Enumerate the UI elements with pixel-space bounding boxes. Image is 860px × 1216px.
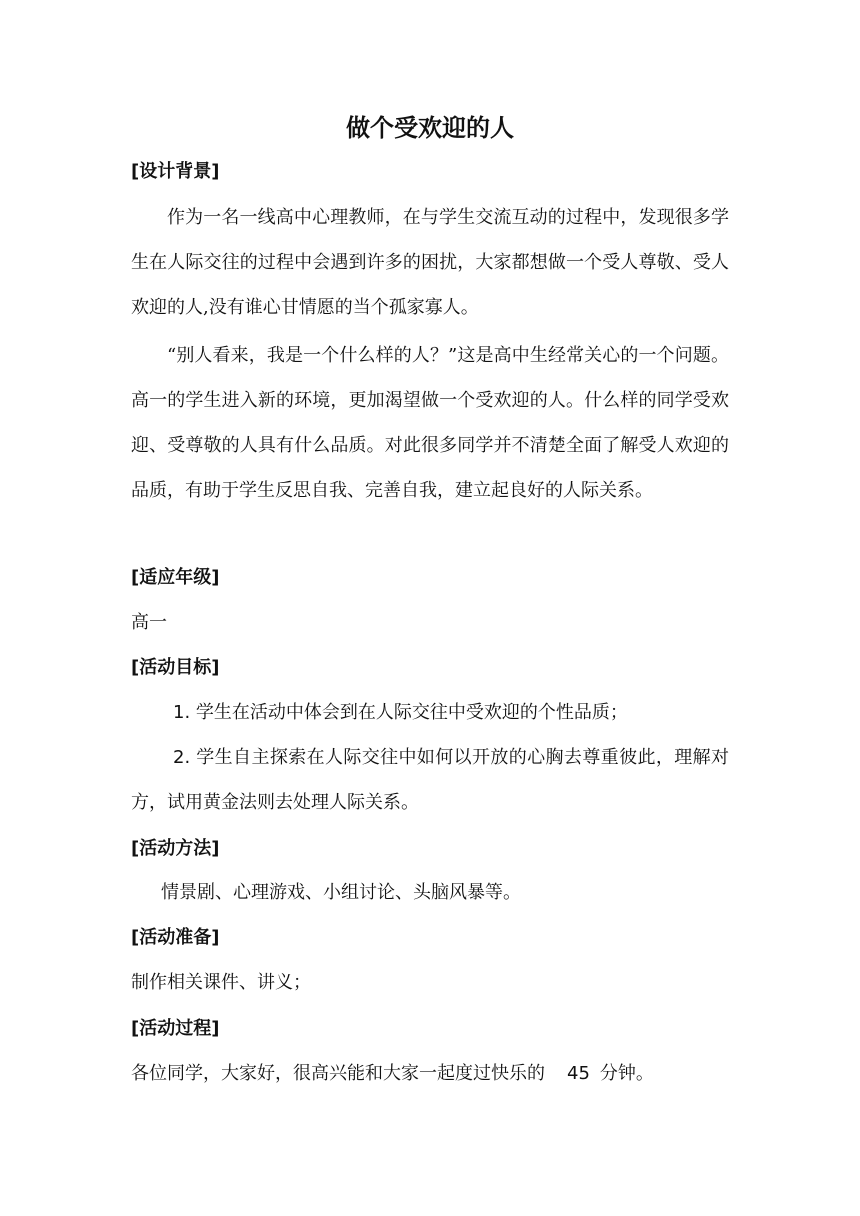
process-text [131, 1051, 729, 1096]
goal-item-2-text: 学生自主探索在人际交往中如何以开放的心胸去尊重彼此，理解对方，试用黄金法则去处理人际关系。 [131, 747, 729, 813]
target-grade-text: 高一 [131, 612, 167, 633]
methods-text: 情景剧、心理游戏、小组讨论、头脑风暴等。 [161, 882, 521, 903]
goal-item-2-number: 2. [173, 747, 191, 768]
heading-activity-methods: [活动方法] [131, 838, 220, 859]
heading-activity-process: [活动过程] [131, 1018, 220, 1039]
document-title: 做个受欢迎的人 [346, 114, 514, 142]
goal-item-1 [131, 690, 729, 735]
background-paragraph-2: “别人看来，我是一个什么样的人？”这是高中生经常关心的一个问题。高一的学生进入新的环境，更加渴望做一个受欢迎的人。什么样的同学受欢迎、受尊敬的人具有什么品质。对此很多同学并不清楚全面了解受人欢迎的品质，有助于学生反思自我、完善自我，建立起良好的人际关系。 [131, 345, 729, 501]
process-text-after: 分钟。 [599, 1063, 654, 1084]
heading-activity-goals: [活动目标] [131, 657, 220, 678]
heading-activity-preparation: [活动准备] [131, 927, 220, 948]
heading-design-background: [设计背景] [131, 161, 220, 182]
goal-item-2 [131, 735, 729, 825]
preparation-text: 制作相关课件、讲义； [131, 972, 311, 993]
goal-item-1-text: 学生在活动中体会到在人际交往中受欢迎的个性品质； [195, 702, 628, 723]
background-paragraph-1: 作为一名一线高中心理教师，在与学生交流互动的过程中，发现很多学生在人际交往的过程中会遇到许多的困扰，大家都想做一个受人尊敬、受人欢迎的人,没有谁心甘情愿的当个孤家寡人。 [131, 207, 729, 318]
heading-target-grade: [适应年级] [131, 567, 220, 588]
process-text-before: 各位同学，大家好，很高兴能和大家一起度过快乐的 [131, 1063, 545, 1084]
goal-item-1-number: 1. [173, 702, 191, 723]
process-minutes-number: 45 [567, 1063, 590, 1084]
